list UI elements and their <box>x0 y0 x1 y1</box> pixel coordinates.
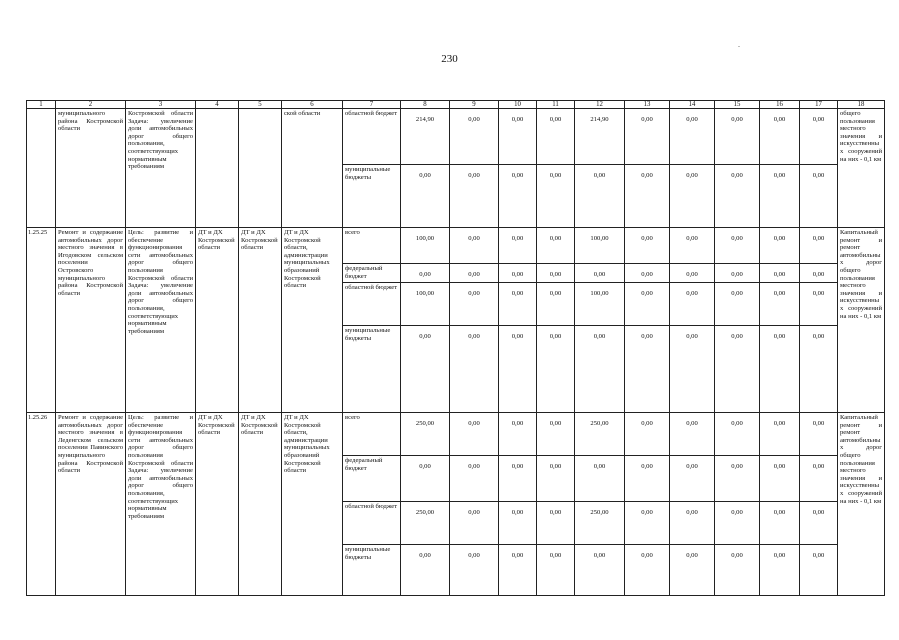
amount-value: 0,00 <box>401 456 450 502</box>
executor-col5: ДТ и ДХ Костромской области <box>239 228 282 413</box>
amount-value: 0,00 <box>575 545 625 596</box>
amount-value: 0,00 <box>575 456 625 502</box>
executor-col6: ской области <box>282 109 343 228</box>
amount-value: 0,00 <box>450 283 499 326</box>
amount-value: 0,00 <box>575 326 625 413</box>
amount-value: 0,00 <box>499 502 537 545</box>
amount-value: 0,00 <box>800 109 838 165</box>
amount-value: 0,00 <box>760 264 800 283</box>
funding-source: всего <box>343 228 401 264</box>
amount-value: 0,00 <box>625 456 670 502</box>
amount-value: 0,00 <box>537 326 575 413</box>
amount-value: 0,00 <box>670 109 715 165</box>
amount-value: 100,00 <box>401 283 450 326</box>
amount-value: 0,00 <box>450 545 499 596</box>
column-number: 12 <box>575 101 625 109</box>
amount-value: 0,00 <box>800 502 838 545</box>
table-row <box>27 109 885 165</box>
amount-value: 0,00 <box>499 228 537 264</box>
amount-value: 0,00 <box>670 326 715 413</box>
column-number: 1 <box>27 101 56 109</box>
amount-value: 0,00 <box>670 264 715 283</box>
amount-value: 0,00 <box>537 165 575 228</box>
table-row <box>27 228 885 264</box>
executor-col5: ДТ и ДХ Костромской области <box>239 413 282 596</box>
amount-value: 0,00 <box>800 545 838 596</box>
column-number: 3 <box>126 101 196 109</box>
amount-value: 0,00 <box>450 228 499 264</box>
amount-value: 0,00 <box>450 264 499 283</box>
amount-value: 0,00 <box>800 413 838 456</box>
amount-value: 0,00 <box>499 413 537 456</box>
amount-value: 0,00 <box>760 456 800 502</box>
amount-value: 0,00 <box>401 165 450 228</box>
amount-value: 0,00 <box>450 109 499 165</box>
funding-source: муниципальные бюджеты <box>343 165 401 228</box>
funding-source: муниципальные бюджеты <box>343 545 401 596</box>
column-number: 6 <box>282 101 343 109</box>
amount-value: 0,00 <box>760 502 800 545</box>
amount-value: 0,00 <box>670 545 715 596</box>
column-number: 15 <box>715 101 760 109</box>
activity-code: 1.25.26 <box>27 413 56 596</box>
column-number: 13 <box>625 101 670 109</box>
amount-value: 0,00 <box>760 326 800 413</box>
amount-value: 100,00 <box>401 228 450 264</box>
column-number: 4 <box>196 101 239 109</box>
amount-value: 0,00 <box>760 413 800 456</box>
amount-value: 0,00 <box>537 456 575 502</box>
funding-source: областной бюджет <box>343 502 401 545</box>
amount-value: 250,00 <box>401 502 450 545</box>
amount-value: 0,00 <box>537 545 575 596</box>
amount-value: 0,00 <box>715 456 760 502</box>
amount-value: 0,00 <box>670 413 715 456</box>
amount-value: 0,00 <box>800 283 838 326</box>
amount-value: 0,00 <box>575 165 625 228</box>
amount-value: 0,00 <box>401 326 450 413</box>
expected-result: Капитальный ремонт и ремонт автомобильных дорог общего пользования местного значения и искусственных сооружений на них - 0,1 км <box>838 413 885 596</box>
column-number: 11 <box>537 101 575 109</box>
amount-value: 0,00 <box>537 502 575 545</box>
amount-value: 0,00 <box>715 545 760 596</box>
executor-col4: ДТ и ДХ Костромской области <box>196 228 239 413</box>
amount-value: 0,00 <box>800 456 838 502</box>
column-number: 7 <box>343 101 401 109</box>
column-number: 10 <box>499 101 537 109</box>
column-number: 17 <box>800 101 838 109</box>
amount-value: 0,00 <box>499 326 537 413</box>
executor-col4 <box>196 109 239 228</box>
amount-value: 0,00 <box>625 264 670 283</box>
executor-col5 <box>239 109 282 228</box>
column-number-row <box>27 101 885 109</box>
amount-value: 250,00 <box>401 413 450 456</box>
activity-name: Ремонт и содержание автомобильных дорог местного значения в Леденгском сельском поселении Павинского муниципального района Костромской области <box>56 413 126 596</box>
executor-col4: ДТ и ДХ Костромской области <box>196 413 239 596</box>
amount-value: 0,00 <box>715 283 760 326</box>
funding-source: всего <box>343 413 401 456</box>
amount-value: 0,00 <box>625 109 670 165</box>
table-row <box>27 413 885 456</box>
funding-source: областной бюджет <box>343 109 401 165</box>
amount-value: 0,00 <box>670 228 715 264</box>
amount-value: 0,00 <box>450 456 499 502</box>
amount-value: 0,00 <box>715 228 760 264</box>
expected-result: Капитальный ремонт и ремонт автомобильных дорог общего пользования местного значения и искусственных сооружений на них - 0,1 км <box>838 228 885 413</box>
amount-value: 0,00 <box>625 283 670 326</box>
amount-value: 0,00 <box>499 264 537 283</box>
activity-goal: Костромской области Задача: увеличение доли автомобильных дорог общего пользования, соответствующих нормативным требованиям <box>126 109 196 228</box>
amount-value: 0,00 <box>800 165 838 228</box>
program-activities-table <box>26 100 885 596</box>
amount-value: 0,00 <box>537 283 575 326</box>
amount-value: 0,00 <box>401 264 450 283</box>
amount-value: 214,90 <box>401 109 450 165</box>
column-number: 14 <box>670 101 715 109</box>
activity-goal: Цель: развитие и обеспечение функционирования сети автомобильных дорог общего пользования Костромской области Задача: увеличение доли автомобильных дорог общего пользования, соответствующих нормативным требованиям <box>126 413 196 596</box>
activity-name: муниципального района Костромской области <box>56 109 126 228</box>
amount-value: 0,00 <box>499 283 537 326</box>
amount-value: 0,00 <box>760 545 800 596</box>
amount-value: 0,00 <box>800 228 838 264</box>
amount-value: 0,00 <box>499 456 537 502</box>
amount-value: 0,00 <box>715 109 760 165</box>
column-number: 16 <box>760 101 800 109</box>
expected-result: общего пользования местного значения и искусственных сооружений на них - 0,1 км <box>838 109 885 228</box>
amount-value: 0,00 <box>537 109 575 165</box>
executor-col6: ДТ и ДХ Костромской области, администрации муниципальных образований Костромской области <box>282 228 343 413</box>
amount-value: 0,00 <box>760 228 800 264</box>
amount-value: 0,00 <box>800 264 838 283</box>
amount-value: 0,00 <box>499 109 537 165</box>
amount-value: 0,00 <box>537 413 575 456</box>
amount-value: 250,00 <box>575 502 625 545</box>
page-number: 230 <box>441 53 458 65</box>
amount-value: 0,00 <box>450 165 499 228</box>
amount-value: 0,00 <box>670 502 715 545</box>
funding-source: федеральный бюджет <box>343 264 401 283</box>
funding-source: областной бюджет <box>343 283 401 326</box>
amount-value: 0,00 <box>670 165 715 228</box>
activity-code <box>27 109 56 228</box>
amount-value: 0,00 <box>537 228 575 264</box>
amount-value: 0,00 <box>670 283 715 326</box>
amount-value: 0,00 <box>450 413 499 456</box>
amount-value: 0,00 <box>499 545 537 596</box>
amount-value: 214,90 <box>575 109 625 165</box>
amount-value: 0,00 <box>401 545 450 596</box>
amount-value: 0,00 <box>625 228 670 264</box>
amount-value: 0,00 <box>499 165 537 228</box>
amount-value: 0,00 <box>760 165 800 228</box>
activity-code: 1.25.25 <box>27 228 56 413</box>
amount-value: 100,00 <box>575 283 625 326</box>
corner-mark: . <box>738 40 740 49</box>
amount-value: 0,00 <box>715 165 760 228</box>
amount-value: 0,00 <box>760 283 800 326</box>
amount-value: 0,00 <box>575 264 625 283</box>
amount-value: 0,00 <box>800 326 838 413</box>
amount-value: 0,00 <box>625 545 670 596</box>
column-number: 5 <box>239 101 282 109</box>
amount-value: 0,00 <box>760 109 800 165</box>
amount-value: 0,00 <box>625 502 670 545</box>
amount-value: 0,00 <box>715 502 760 545</box>
funding-source: муниципальные бюджеты <box>343 326 401 413</box>
amount-value: 0,00 <box>450 502 499 545</box>
amount-value: 0,00 <box>625 413 670 456</box>
activity-name: Ремонт и содержание автомобильных дорог местного значения в Игодовском сельском поселении Островского муниципального района Костромской области <box>56 228 126 413</box>
amount-value: 250,00 <box>575 413 625 456</box>
amount-value: 0,00 <box>625 326 670 413</box>
amount-value: 0,00 <box>537 264 575 283</box>
column-number: 8 <box>401 101 450 109</box>
amount-value: 0,00 <box>670 456 715 502</box>
amount-value: 0,00 <box>715 264 760 283</box>
amount-value: 100,00 <box>575 228 625 264</box>
amount-value: 0,00 <box>450 326 499 413</box>
activity-goal: Цель: развитие и обеспечение функционирования сети автомобильных дорог общего пользования Костромской области Задача: увеличение доли автомобильных дорог общего пользования, соответствующих нормативным требованиям <box>126 228 196 413</box>
column-number: 9 <box>450 101 499 109</box>
executor-col6: ДТ и ДХ Костромской области, администрации муниципальных образований Костромской области <box>282 413 343 596</box>
amount-value: 0,00 <box>625 165 670 228</box>
column-number: 2 <box>56 101 126 109</box>
amount-value: 0,00 <box>715 413 760 456</box>
amount-value: 0,00 <box>715 326 760 413</box>
funding-source: федеральный бюджет <box>343 456 401 502</box>
column-number: 18 <box>838 101 885 109</box>
